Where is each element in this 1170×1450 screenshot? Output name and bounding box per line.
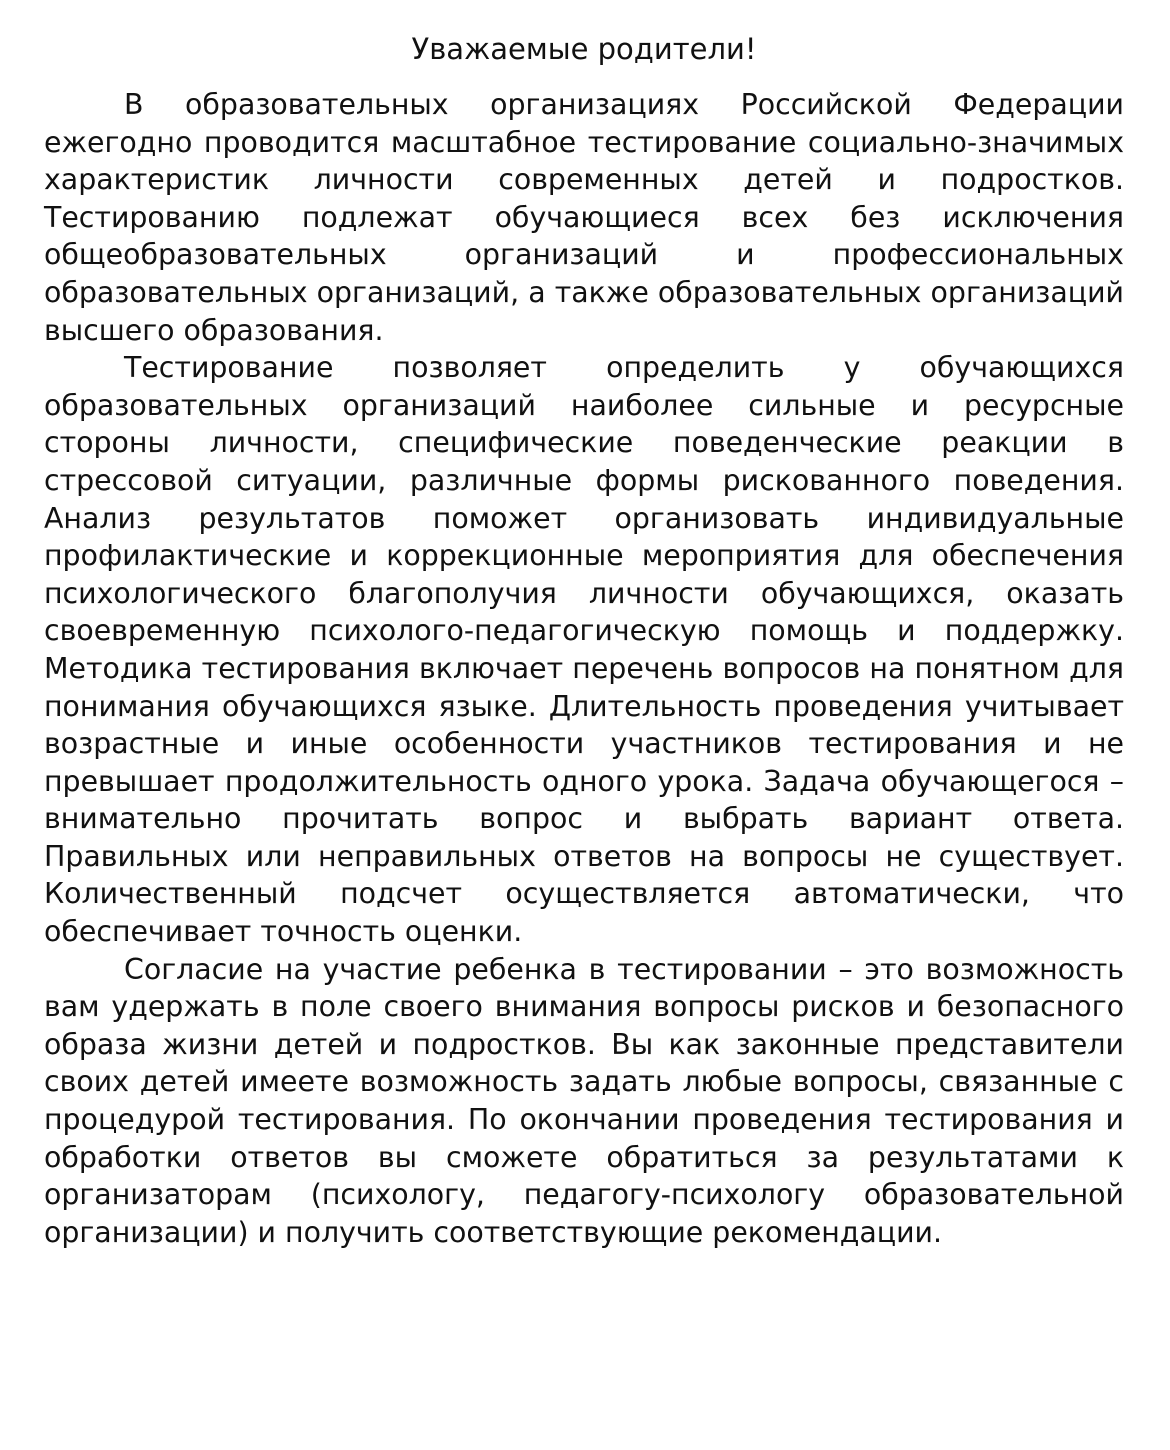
- paragraph-testing-intro: В образовательных организациях Российской Федерации ежегодно проводится масштабное тестирование социально-значимых характеристик личности современных детей и подростков. Тестированию подлежат обучающиеся всех без исключения общеобразовательных организаций и профессиональных образовательных организаций, а также образовательных организаций высшего образования.: [44, 88, 1124, 347]
- document-title: Уважаемые родители!: [411, 32, 757, 66]
- paragraph-testing-purpose: Тестирование позволяет определить у обучающихся образовательных организаций наиболее сильные и ресурсные стороны личности, специфические поведенческие реакции в стрессовой ситуации, различные формы рискованного поведения. Анализ результатов поможет организовать индивидуальные профилактические и коррекционные мероприятия для обеспечения психологического благополучия личности обучающихся, оказать своевременную психолого-педагогическую помощь и поддержку. Методика тестирования включает перечень вопросов на понятном для понимания обучающихся языке. Длительность проведения учитывает возрастные и иные особенности участников тестирования и не превышает продолжительность одного урока. Задача обучающегося – внимательно прочитать вопрос и выбрать вариант ответа. Правильных или неправильных ответов на вопросы не существует. Количественный подсчет осуществляется автоматически, что обеспечивает точность оценки.: [44, 351, 1124, 949]
- paragraph-parental-consent: Согласие на участие ребенка в тестировании – это возможность вам удержать в поле своего внимания вопросы рисков и безопасного образа жизни детей и подростков. Вы как законные представители своих детей имеете возможность задать любые вопросы, связанные с процедурой тестирования. По окончании проведения тестирования и обработки ответов вы сможете обратиться за результатами к организаторам (психологу, педагогу-психологу образовательной организации) и получить соответствующие рекомендации.: [44, 952, 1124, 1249]
- document-body: [44, 86, 1124, 1251]
